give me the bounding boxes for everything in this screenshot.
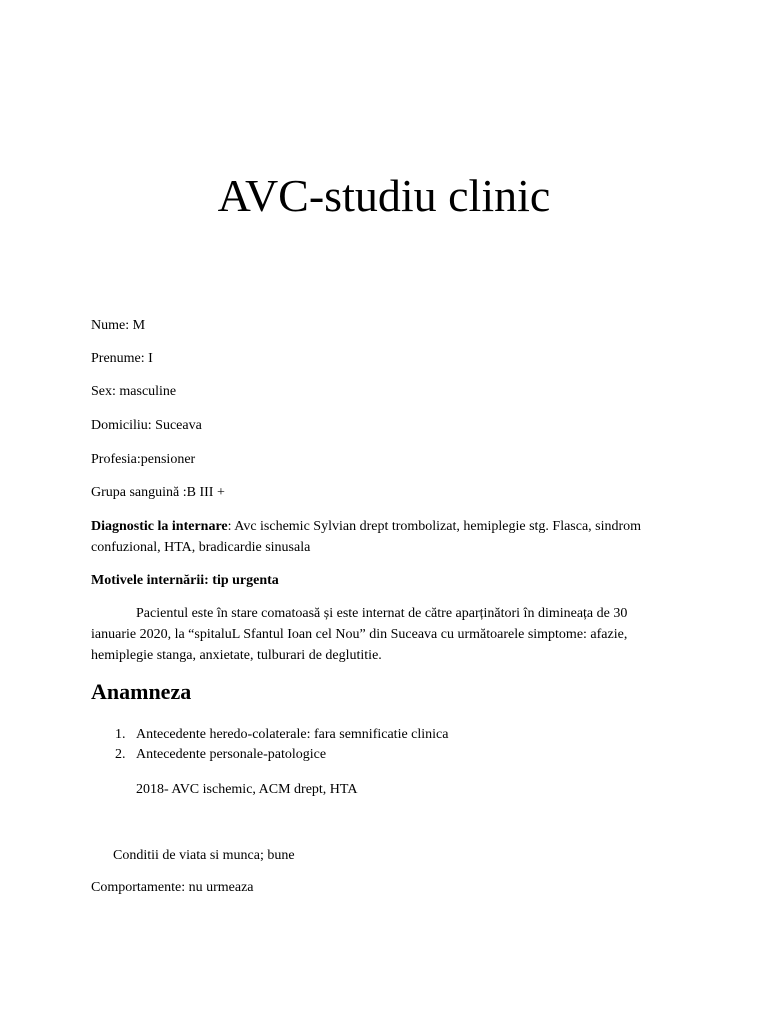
field-grupa-sanguina: Grupa sanguină :B III + <box>91 485 225 500</box>
list-item <box>115 746 326 764</box>
case-paragraph: Pacientul este în stare comatoasă și este internat de către aparținători în dimineața de 30 ianuarie 2020, la “spitaluL Sfantul Ioan cel Nou” din Suceava cu următoarele simptome: afazie, hemiplegie stanga, anxietate, tulburari de deglutitie. <box>91 606 628 663</box>
antecedent-detail: 2018- AVC ischemic, ACM drept, HTA <box>136 782 358 797</box>
comportamente-line: Comportamente: nu urmeaza <box>91 880 254 895</box>
anamneza-heading: Anamneza <box>91 679 192 704</box>
list-item-number: 1. <box>115 727 126 742</box>
list-item <box>115 726 448 744</box>
field-profesia: Profesia:pensioner <box>91 452 196 467</box>
diagnostic-text: : Avc ischemic Sylvian drept trombolizat, hemiplegie stg. Flasca, sindrom confuzional, HTA, bradicardie sinusala <box>91 519 642 555</box>
list-item-text: Antecedente personale-patologice <box>136 747 327 762</box>
field-nume: Nume: M <box>91 318 146 333</box>
field-sex: Sex: masculine <box>91 384 177 399</box>
motive-label: Motivele internării: tip urgenta <box>91 573 279 588</box>
list-item-text: Antecedente heredo-colaterale: fara semnificatie clinica <box>136 727 449 742</box>
field-domiciliu: Domiciliu: Suceava <box>91 418 202 433</box>
diagnostic-paragraph <box>91 516 651 558</box>
conditii-line: Conditii de viata si munca; bune <box>113 848 295 863</box>
document-title: AVC-studiu clinic <box>217 170 551 221</box>
field-prenume: Prenume: I <box>91 351 153 366</box>
diagnostic-label: Diagnostic la internare <box>91 519 228 534</box>
list-item-number: 2. <box>115 747 126 762</box>
